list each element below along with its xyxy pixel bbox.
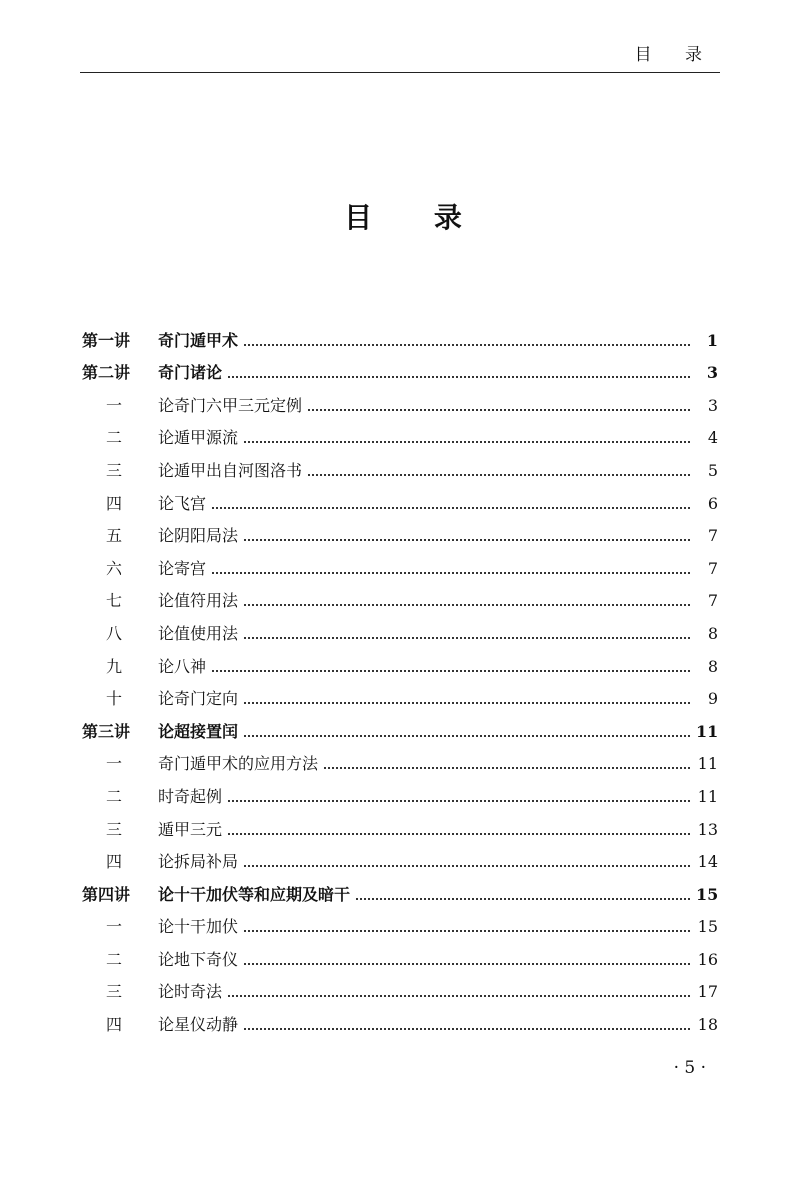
dot-leader xyxy=(244,865,690,867)
running-header: 目 录 xyxy=(634,45,716,65)
toc-entry-title: 论十干加伏 xyxy=(158,917,239,937)
toc-entry-number: 第二讲 xyxy=(82,363,131,383)
toc-entry-page: 5 xyxy=(707,460,718,480)
dot-leader xyxy=(212,670,690,672)
toc-entry xyxy=(82,742,718,775)
toc-entry-title: 时奇起例 xyxy=(158,786,223,806)
toc-entry xyxy=(82,383,718,416)
dot-leader xyxy=(228,376,690,378)
toc-entry-number: 四 xyxy=(105,1015,122,1035)
toc-entry-title: 论寄宫 xyxy=(158,558,207,578)
toc-entry-title: 遁甲三元 xyxy=(158,819,223,839)
toc-entry-number: 九 xyxy=(105,656,122,676)
toc-entry-number: 三 xyxy=(105,460,122,480)
toc-entry xyxy=(82,546,718,579)
toc-entry-title: 论十干加伏等和应期及暗干 xyxy=(158,884,351,904)
page-title: 目 录 xyxy=(344,201,488,234)
toc-entry-title: 论值符用法 xyxy=(158,591,239,611)
dot-leader xyxy=(244,637,690,639)
toc-entry-title: 奇门遁甲术的应用方法 xyxy=(158,754,319,774)
toc-entry-page: 18 xyxy=(697,1015,718,1035)
toc-entry xyxy=(82,644,718,677)
toc-entry xyxy=(82,448,718,481)
toc-entry-title: 论超接置闰 xyxy=(158,721,239,741)
toc-entry-number: 六 xyxy=(105,558,122,578)
toc-entry-number: 四 xyxy=(105,852,122,872)
toc-entry-title: 奇门诸论 xyxy=(158,363,223,383)
toc-entry xyxy=(82,840,718,873)
dot-leader xyxy=(228,800,690,802)
toc-entry-page: 14 xyxy=(697,852,718,872)
dot-leader xyxy=(244,735,690,737)
toc-entry xyxy=(82,351,718,384)
toc-entry-number: 七 xyxy=(105,591,122,611)
dot-leader xyxy=(244,930,690,932)
toc-entry xyxy=(82,970,718,1003)
toc-entry xyxy=(82,416,718,449)
toc-entry-page: 11 xyxy=(696,721,719,741)
toc-entry xyxy=(82,774,718,807)
dot-leader xyxy=(244,1028,690,1030)
toc-entry xyxy=(82,1002,718,1035)
toc-entry xyxy=(82,318,718,351)
toc-entry-number: 四 xyxy=(105,493,122,513)
dot-leader xyxy=(308,474,690,476)
toc-entry-title: 论拆局补局 xyxy=(158,852,239,872)
dot-leader xyxy=(244,344,690,346)
toc-entry-title: 奇门遁甲术 xyxy=(158,330,239,350)
toc-entry-page: 9 xyxy=(707,689,718,709)
toc-entry-number: 一 xyxy=(105,917,122,937)
toc-entry-number: 一 xyxy=(105,395,122,415)
toc-entry-title: 论奇门六甲三元定例 xyxy=(158,395,303,415)
toc-entry-number: 三 xyxy=(105,982,122,1002)
dot-leader xyxy=(244,702,690,704)
toc-entry-number: 第一讲 xyxy=(82,330,131,350)
toc-entry-page: 7 xyxy=(707,591,718,611)
toc-entry xyxy=(82,937,718,970)
toc-entry-page: 17 xyxy=(697,982,718,1002)
toc-entry-title: 论星仪动静 xyxy=(158,1015,239,1035)
dot-leader xyxy=(228,833,690,835)
toc-entry-number: 二 xyxy=(105,428,122,448)
toc-entry-page: 15 xyxy=(697,917,718,937)
dot-leader xyxy=(356,898,690,900)
toc-entry-page: 6 xyxy=(707,493,718,513)
toc-entry-title: 论遁甲源流 xyxy=(158,428,239,448)
toc-entry-number: 一 xyxy=(105,754,122,774)
toc-entry xyxy=(82,579,718,612)
dot-leader xyxy=(324,767,690,769)
toc-entry xyxy=(82,872,718,905)
toc-entry-title: 论飞宫 xyxy=(158,493,207,513)
toc-entry-number: 三 xyxy=(105,819,122,839)
toc-entry xyxy=(82,514,718,547)
toc-entry-page: 15 xyxy=(696,884,719,904)
toc-entry-page: 3 xyxy=(706,363,718,383)
toc-entry-page: 4 xyxy=(707,428,718,448)
toc-entry-title: 论时奇法 xyxy=(158,982,223,1002)
toc-entry-number: 第四讲 xyxy=(82,884,131,904)
toc-entry-number: 第三讲 xyxy=(82,721,131,741)
dot-leader xyxy=(244,441,690,443)
toc-entry xyxy=(82,677,718,710)
toc-entry-page: 1 xyxy=(706,330,718,350)
dot-leader xyxy=(228,995,690,997)
toc-entry-title: 论地下奇仪 xyxy=(158,949,239,969)
toc-entry-page: 11 xyxy=(697,786,718,806)
toc-entry-title: 论八神 xyxy=(158,656,207,676)
toc-entry-page: 3 xyxy=(707,395,718,415)
dot-leader xyxy=(212,507,690,509)
toc-entry-number: 二 xyxy=(105,949,122,969)
dot-leader xyxy=(244,604,690,606)
toc-entry-number: 二 xyxy=(105,786,122,806)
toc-entry-page: 7 xyxy=(707,558,718,578)
toc-entry-title: 论遁甲出自河图洛书 xyxy=(158,460,303,480)
toc-entry-number: 五 xyxy=(105,526,122,546)
toc-entry-page: 8 xyxy=(707,623,718,643)
toc-entry-title: 论奇门定向 xyxy=(158,689,239,709)
toc-entry-number: 十 xyxy=(105,689,122,709)
toc-entry-title: 论阴阳局法 xyxy=(158,526,239,546)
toc-entry xyxy=(82,611,718,644)
toc-entry-page: 7 xyxy=(707,526,718,546)
toc-entry-page: 16 xyxy=(697,949,718,969)
toc-entry-page: 8 xyxy=(707,656,718,676)
dot-leader xyxy=(244,539,690,541)
toc-entry-page: 11 xyxy=(697,754,718,774)
toc-entry xyxy=(82,807,718,840)
toc-entry xyxy=(82,905,718,938)
toc-entry xyxy=(82,481,718,514)
toc-entry-number: 八 xyxy=(105,623,122,643)
toc-entry-page: 13 xyxy=(697,819,718,839)
page-number: · 5 · xyxy=(673,1058,706,1078)
dot-leader xyxy=(244,963,690,965)
dot-leader xyxy=(308,409,690,411)
toc-entry xyxy=(82,709,718,742)
table-of-contents xyxy=(82,318,718,1035)
header-rule xyxy=(80,72,720,73)
toc-entry-title: 论值使用法 xyxy=(158,623,239,643)
dot-leader xyxy=(212,572,690,574)
